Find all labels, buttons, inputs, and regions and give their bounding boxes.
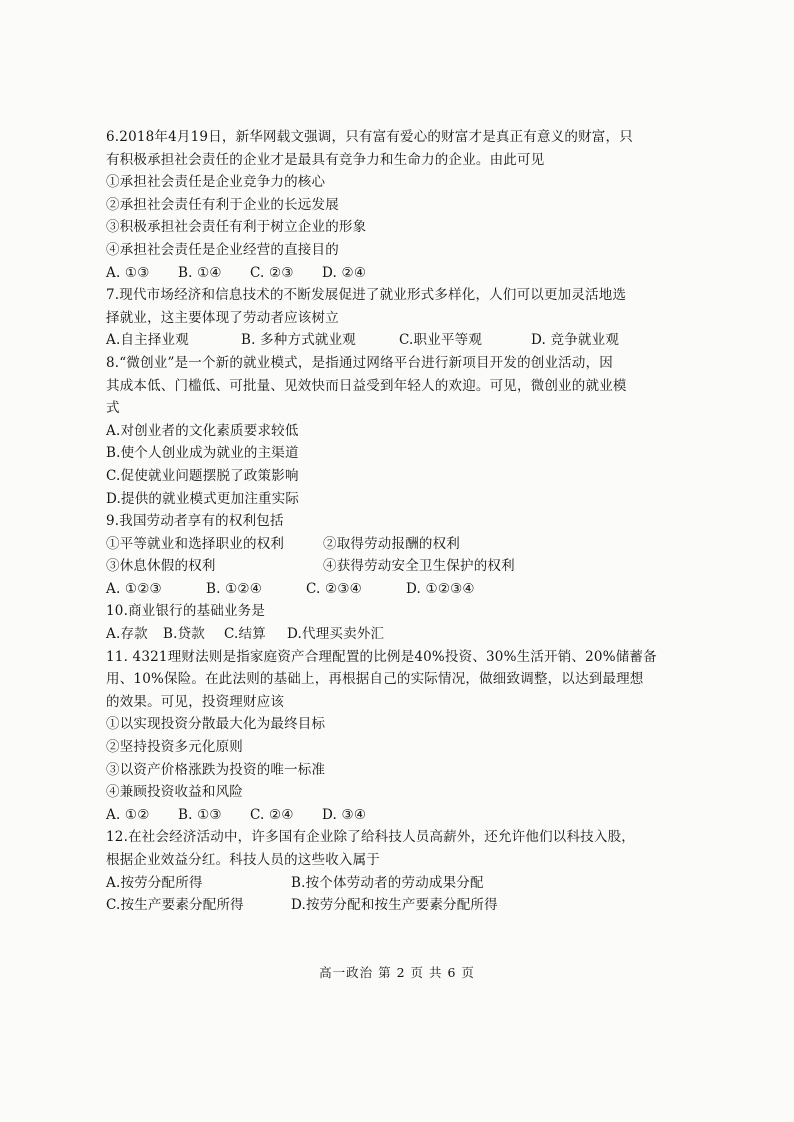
q11-option-d: D. ③④ <box>322 806 367 823</box>
q11-statement-1: ①以实现投资分散最大化为最终目标 <box>106 716 326 733</box>
q9-statement-4: ④获得劳动安全卫生保护的权利 <box>323 558 515 575</box>
q8-option-b: B.使个人创业成为就业的主渠道 <box>106 445 299 462</box>
page-footer: 高一政治 第 2 页 共 6 页 <box>319 965 475 980</box>
q12-options-row-2 <box>106 894 676 917</box>
q6-option-b: B. ①④ <box>178 264 222 281</box>
q9-option-a: A. ①②③ <box>106 580 162 597</box>
q10-option-c: C.结算 <box>224 626 266 643</box>
question-list <box>106 126 676 917</box>
q9-option-c: C. ②③④ <box>306 580 362 597</box>
q11-statement-2: ②坚持投资多元化原则 <box>106 739 243 756</box>
q11-options <box>106 804 676 827</box>
q8-option-a: A.对创业者的文化素质要求较低 <box>106 422 299 439</box>
q10-option-a: A.存款 <box>106 626 148 643</box>
q7-option-b: B. 多种方式就业观 <box>241 332 357 349</box>
q12-stem-line-1: 12.在社会经济活动中，许多国有企业除了给科技人员高薪外，还允许他们以科技入股， <box>106 829 635 846</box>
q11-option-a: A. ①② <box>106 806 150 823</box>
q11-stem-line-3: 的效果。可见，投资理财应该 <box>106 693 285 710</box>
q12-stem-line-2: 根据企业效益分红。科技人员的这些收入属于 <box>106 852 380 868</box>
q6-statement-3: ③积极承担社会责任有利于树立企业的形象 <box>106 219 367 236</box>
q11-stem-line-2: 用、10%保险。在此法则的基础上，再根据自己的实际情况，做细致调整，以达到最理想 <box>106 671 644 688</box>
q12-option-c: C.按生产要素分配所得 <box>106 897 244 914</box>
q6-option-a: A. ①③ <box>106 264 150 281</box>
q9-option-b: B. ①②④ <box>206 580 263 597</box>
q10-stem: 10.商业银行的基础业务是 <box>106 603 266 620</box>
q10-options <box>106 623 676 646</box>
q10-option-b: B.贷款 <box>163 626 206 643</box>
q7-option-c: C.职业平等观 <box>399 332 483 349</box>
q9-stem: 9.我国劳动者享有的权利包括 <box>106 513 284 530</box>
q12-option-b: B.按个体劳动者的劳动成果分配 <box>291 874 484 891</box>
q11-statement-3: ③以资产价格涨跌为投资的唯一标准 <box>106 761 326 778</box>
q8-option-c: C.促使就业问题摆脱了政策影响 <box>106 467 299 484</box>
q8-stem-line-2: 其成本低、门槛低、可批量、见效快而日益受到年轻人的欢迎。可见，微创业的就业模 <box>106 377 627 394</box>
q6-stem-line-2: 有积极承担社会责任的企业才是最具有竞争力和生命力的企业。由此可见 <box>106 151 545 168</box>
q11-stem-line-1: 11. 4321理财法则是指家庭资产合理配置的比例是40%投资、30%生活开销、20%储蓄备 <box>106 648 657 665</box>
q9-statements-row-1 <box>106 533 676 556</box>
q7-stem-line-1: 7.现代市场经济和信息技术的不断发展促进了就业形式多样化，人们可以更加灵活地选 <box>106 287 627 304</box>
q6-option-d: D. ②④ <box>322 264 367 281</box>
q6-statement-4: ④承担社会责任是企业经营的直接目的 <box>106 241 339 258</box>
q7-option-d: D. 竞争就业观 <box>531 332 620 349</box>
q12-options-row-1 <box>106 872 676 895</box>
q7-option-a: A.自主择业观 <box>106 332 189 349</box>
q7-options <box>106 329 676 352</box>
q10-option-d: D.代理买卖外汇 <box>287 626 385 643</box>
q11-statement-4: ④兼顾投资收益和风险 <box>106 784 243 801</box>
q8-stem-line-1: 8.“微创业”是一个新的就业模式，是指通过网络平台进行新项目开发的创业活动，因 <box>106 354 613 371</box>
q12-option-a: A.按劳分配所得 <box>106 874 203 891</box>
q6-options <box>106 262 676 285</box>
q11-option-c: C. ②④ <box>250 806 294 823</box>
q6-option-c: C. ②③ <box>250 264 294 281</box>
q9-statement-1: ①平等就业和选择职业的权利 <box>106 535 285 552</box>
q9-options <box>106 578 676 601</box>
q6-statement-1: ①承担社会责任是企业竞争力的核心 <box>106 174 326 191</box>
q9-statement-3: ③休息休假的权利 <box>106 558 216 575</box>
q12-option-d: D.按劳分配和按生产要素分配所得 <box>291 897 498 914</box>
q11-option-b: B. ①③ <box>178 806 222 823</box>
q9-statements-row-2 <box>106 555 676 578</box>
q6-statement-2: ②承担社会责任有利于企业的长远发展 <box>106 196 339 213</box>
q9-option-d: D. ①②③④ <box>406 580 475 597</box>
q6-stem-line-1: 6.2018年4月19日，新华网载文强调，只有富有爱心的财富才是真正有意义的财富，只 <box>106 129 633 145</box>
q9-statement-2: ②取得劳动报酬的权利 <box>323 535 460 552</box>
q8-stem-line-3: 式 <box>106 400 120 417</box>
q7-stem-line-2: 择就业，这主要体现了劳动者应该树立 <box>106 309 339 326</box>
q8-option-d: D.提供的就业模式更加注重实际 <box>106 490 300 507</box>
